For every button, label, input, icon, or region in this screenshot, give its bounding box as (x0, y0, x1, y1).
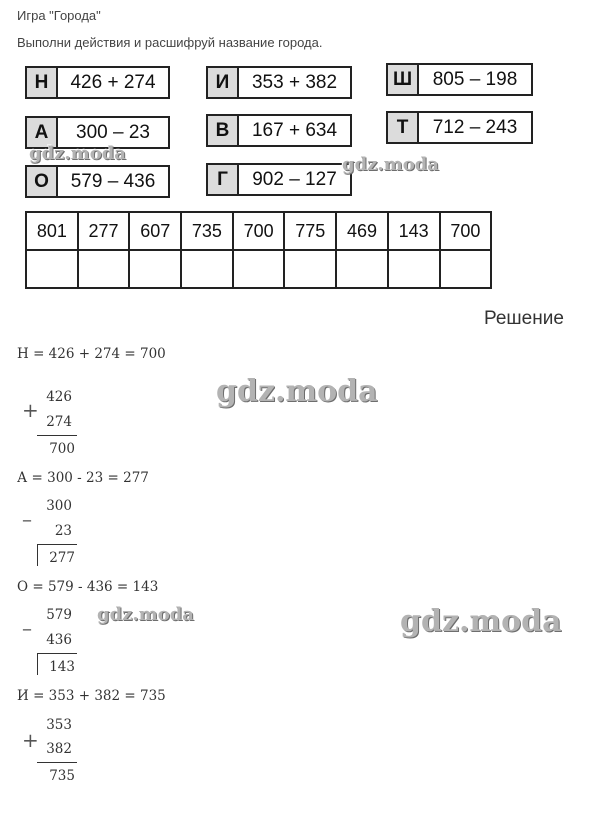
solution-equation: А = 300 - 23 = 277 (17, 470, 149, 486)
page-title: Игра "Города" (17, 8, 101, 23)
cipher-answer-cell (336, 250, 388, 288)
solution-equation: И = 353 + 382 = 735 (17, 688, 166, 704)
column-result: 700 (49, 441, 75, 457)
card-n (25, 66, 170, 99)
column-operator: – (22, 616, 32, 640)
column-operand: 579 (46, 607, 72, 623)
column-divider (37, 653, 77, 654)
card-expression: 353 + 382 (251, 71, 338, 93)
column-result: 735 (49, 768, 75, 784)
cipher-number: 469 (336, 212, 388, 250)
column-divider (37, 435, 77, 436)
column-operand: 436 (46, 632, 72, 648)
watermark: gdz.moda (97, 604, 194, 625)
cipher-answer-row (26, 250, 491, 288)
column-operand: 382 (46, 741, 72, 757)
watermark: gdz.moda (216, 374, 378, 409)
cipher-answer-cell (388, 250, 440, 288)
cipher-number: 143 (388, 212, 440, 250)
solution-equation: Н = 426 + 274 = 700 (17, 346, 166, 362)
card-letter: Т (388, 113, 419, 142)
card-expression: 167 + 634 (251, 119, 338, 141)
column-operator: + (22, 728, 39, 752)
card-letter: Н (27, 68, 58, 97)
watermark: gdz.moda (400, 604, 562, 639)
cipher-number: 277 (78, 212, 130, 250)
column-result: 143 (49, 659, 75, 675)
card-expression: 426 + 274 (70, 71, 156, 93)
cipher-numbers-row (26, 212, 491, 250)
card-sh (386, 63, 533, 96)
card-letter: Ш (388, 65, 419, 94)
column-operand: 23 (54, 523, 72, 539)
cipher-table (25, 211, 492, 289)
card-expression: 712 – 243 (432, 116, 518, 138)
card-expression: 805 – 198 (432, 68, 518, 90)
cipher-answer-cell (233, 250, 285, 288)
column-divider (37, 762, 77, 763)
card-expression: 902 – 127 (252, 168, 337, 190)
cipher-number: 700 (440, 212, 492, 250)
card-t (386, 111, 533, 144)
card-i (206, 66, 352, 99)
card-letter: А (27, 118, 58, 147)
cipher-answer-cell (181, 250, 233, 288)
card-o (25, 165, 170, 198)
watermark: gdz.moda (342, 154, 439, 175)
cipher-answer-cell (440, 250, 492, 288)
solution-heading: Решение (484, 308, 564, 329)
task-instruction: Выполни действия и расшифруй название города. (17, 35, 323, 50)
cipher-number: 700 (233, 212, 285, 250)
column-operand: 426 (46, 389, 72, 405)
column-divider (37, 544, 77, 545)
card-v (206, 114, 352, 147)
cipher-number: 801 (26, 212, 78, 250)
watermark: gdz.moda (29, 143, 126, 164)
cipher-answer-cell (284, 250, 336, 288)
cipher-answer-cell (129, 250, 181, 288)
card-expression: 300 – 23 (76, 121, 150, 143)
cipher-answer-cell (78, 250, 130, 288)
card-g (206, 163, 352, 196)
card-letter: В (208, 116, 239, 145)
column-result: 277 (49, 550, 75, 566)
column-operand: 274 (46, 414, 72, 430)
column-operand: 353 (46, 717, 72, 733)
cipher-number: 735 (181, 212, 233, 250)
card-letter: О (27, 167, 58, 196)
column-operator: – (22, 507, 32, 531)
solution-equation: О = 579 - 436 = 143 (17, 579, 159, 595)
card-expression: 579 – 436 (70, 170, 156, 192)
column-operand: 300 (46, 498, 72, 514)
cipher-number: 607 (129, 212, 181, 250)
card-letter: И (208, 68, 239, 97)
column-operator: + (22, 398, 39, 422)
cipher-answer-cell (26, 250, 78, 288)
card-letter: Г (208, 165, 239, 194)
cipher-number: 775 (284, 212, 336, 250)
